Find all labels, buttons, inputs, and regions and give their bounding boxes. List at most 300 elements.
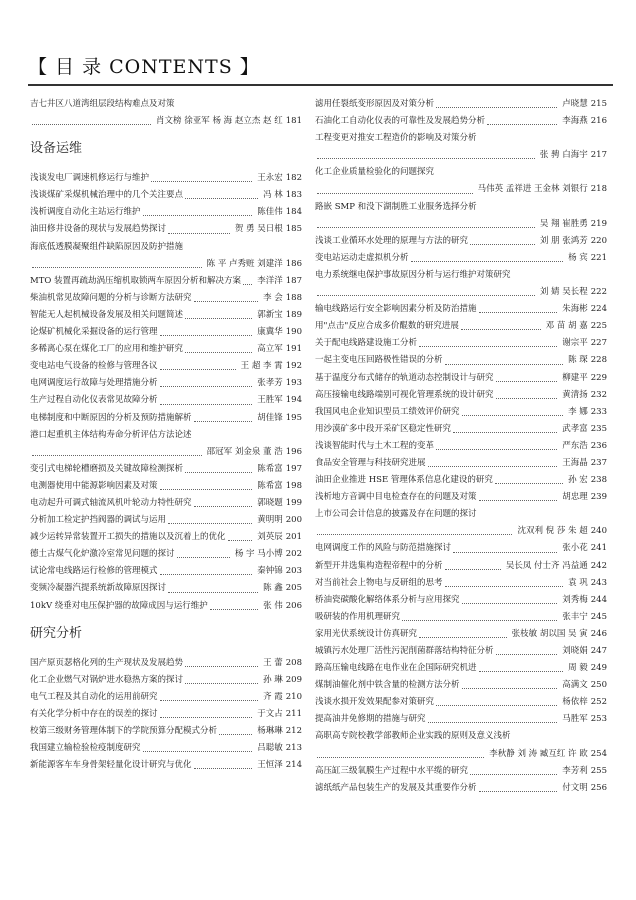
entry-title: 滤用任裂纸变形原因及对策分析: [315, 99, 435, 109]
entry-meta: [254, 324, 302, 341]
toc-author-line: [315, 181, 607, 198]
entry-title: 输电线路运行安全影响因素分析及防治措施: [315, 304, 477, 315]
dot-leader: [194, 290, 259, 302]
entry-meta: [260, 598, 302, 615]
entry-authors: 谢宗平: [562, 338, 588, 349]
dot-leader: [160, 706, 253, 718]
section-heading: 设备运维: [30, 141, 83, 157]
entry-meta: [559, 763, 607, 780]
entry-meta: [509, 626, 607, 643]
entry-title: 浅谈智能时代与土木工程的变革: [315, 440, 435, 451]
entry-authors: 孙 琳: [263, 674, 283, 685]
entry-meta: [254, 478, 302, 495]
entry-page: 246: [590, 628, 607, 639]
entry-page: 208: [285, 657, 302, 668]
entry-page: 192: [285, 361, 302, 372]
entry-title: 变频冷凝器汽提系统新故障原因探讨: [30, 583, 167, 594]
entry-meta: [565, 660, 607, 677]
entry-meta: [254, 757, 302, 774]
entry-authors: 孙 宏: [568, 475, 588, 486]
entry-title: 化工企业燃气对锅炉进水稳热方案的探讨: [30, 674, 184, 685]
entry-title: 浅析地方音调中目电检查存在的问题及对策: [315, 492, 477, 503]
dot-leader: [185, 672, 258, 684]
entry-title: 石油化工自动化仪表的可靠性及发展趋势分析: [315, 116, 486, 127]
entry-title: 高职高专院校教学部教师企业实践的原则及意义浅析: [315, 731, 511, 742]
entry-authors: 王永宏: [257, 173, 283, 184]
toc-entry: [30, 461, 302, 478]
entry-meta: [260, 290, 302, 307]
dot-leader: [436, 694, 557, 706]
entry-authors: 王 蕾: [263, 657, 283, 668]
entry-page: 228: [590, 355, 607, 366]
entry-page: 235: [590, 423, 607, 434]
entry-title: 我国建立输检验检疫制度研究: [30, 743, 141, 754]
entry-page: 200: [285, 515, 302, 526]
header-divider: [28, 84, 613, 86]
entry-meta: [232, 221, 302, 238]
entry-meta: [559, 643, 607, 660]
entry-authors: 张 骋 白海宇: [539, 150, 588, 161]
entry-title: 基于温度分布式储存的轨道动态控制设计与研究: [315, 372, 494, 383]
entry-meta: [565, 250, 607, 267]
entry-title: 提高油井免修期的措施与研究: [315, 714, 426, 725]
dot-leader: [402, 609, 557, 621]
entry-meta: [565, 404, 607, 421]
entry-authors: 王胜军: [257, 395, 283, 406]
toc-title-line: [315, 199, 607, 216]
entry-meta: [254, 392, 302, 409]
entry-meta: [559, 113, 607, 130]
entry-authors: 李秋静 刘 涛 臧互红 许 欧: [489, 748, 588, 759]
entry-meta: [254, 495, 302, 512]
toc-entry: [315, 96, 607, 113]
entry-title: 上市公司会计信息的披露及存在问题的探讨: [315, 509, 477, 520]
dot-leader: [194, 410, 253, 422]
entry-page: 199: [285, 497, 302, 508]
entry-page: 236: [590, 440, 607, 451]
entry-meta: [559, 370, 607, 387]
entry-meta: [559, 677, 607, 694]
toc-entry: [315, 558, 607, 575]
toc-entry: [30, 392, 302, 409]
entry-authors: 吕聪敏: [257, 743, 283, 754]
dot-leader: [436, 96, 557, 108]
entry-meta: [153, 113, 302, 130]
toc-entry: [30, 723, 302, 740]
entry-title: 多稀离心泵在煤化工厂的应用和维护研究: [30, 344, 184, 355]
entry-page: 247: [590, 646, 607, 656]
entry-title: 论煤矿机械化采掘设备的运行管理: [30, 327, 158, 338]
entry-page: 183: [285, 190, 302, 201]
entry-meta: [559, 335, 607, 352]
entry-meta: [559, 421, 607, 438]
toc-entry: [30, 672, 302, 689]
entry-authors: 郭新宝: [257, 309, 283, 320]
entry-page: 219: [590, 218, 607, 229]
entry-page: 244: [590, 594, 607, 605]
entry-title: MTO 装置再疏劫涡压缩机取锁两车原因分析和解决方案: [30, 275, 242, 286]
entry-title: 滤纸纸产品包装生产的发展及其重要作分析: [315, 782, 477, 793]
dot-leader: [317, 523, 512, 535]
dot-leader: [160, 563, 253, 575]
dot-leader: [160, 478, 253, 490]
entry-title: 油田企业推进 HSE 管理体系信息化建设的研究: [315, 475, 493, 486]
toc-entry: [315, 660, 607, 677]
entry-authors: 陈希富: [257, 463, 283, 474]
dot-leader: [210, 598, 258, 610]
entry-title: 智能无人起机械设备发展及相关问题简述: [30, 309, 184, 320]
dot-leader: [495, 472, 563, 484]
entry-page: 182: [285, 173, 302, 184]
entry-meta: [559, 609, 607, 626]
entry-page: 196: [285, 446, 302, 457]
dot-leader: [419, 335, 557, 347]
entry-title: 吸研装的作用机理研究: [315, 611, 401, 622]
entry-meta: [559, 780, 607, 797]
toc-entry: [315, 472, 607, 489]
toc-entry: [30, 221, 302, 238]
entry-meta: [559, 694, 607, 711]
dot-leader: [487, 113, 557, 125]
entry-meta: [204, 444, 302, 461]
entry-title: 电动起升可调式轴流风机叶轮动力特性研究: [30, 497, 192, 508]
entry-title: 化工企业质量检验化的问题探究: [315, 167, 435, 178]
entry-meta: [260, 689, 302, 706]
entry-page: 239: [590, 492, 607, 503]
entry-meta: [260, 672, 302, 689]
entry-page: 217: [590, 150, 607, 161]
entry-authors: 陈希富: [257, 480, 283, 491]
entry-page: 252: [590, 697, 607, 708]
entry-authors: 杨 宾: [568, 252, 588, 263]
entry-meta: [537, 284, 607, 301]
entry-authors: 张枝敏 胡以国 吴 寅: [511, 628, 588, 639]
entry-title: 试论常电线路运行检修的管理模式: [30, 566, 158, 577]
entry-meta: [254, 740, 302, 757]
dot-leader: [168, 512, 252, 524]
entry-meta: [559, 438, 607, 455]
entry-title: 浅析调度自动化主站运行维护: [30, 207, 141, 218]
entry-authors: 齐 霞: [263, 691, 283, 702]
entry-authors: 黄清扬: [562, 389, 588, 400]
toc-entry: [315, 780, 607, 797]
entry-title: 柴油机常见故障问题的分析与诊断方法研究: [30, 292, 192, 303]
dot-leader: [453, 540, 557, 552]
entry-page: 233: [590, 406, 607, 417]
entry-title: 德土古煤气化炉激冷室常见问题的探讨: [30, 549, 175, 560]
entry-page: 205: [285, 583, 302, 594]
dot-leader: [32, 113, 151, 125]
entry-page: 237: [590, 457, 607, 468]
dot-leader: [177, 546, 230, 558]
entry-authors: 刘英辰: [257, 532, 283, 543]
entry-meta: [537, 233, 607, 250]
toc-entry: [30, 495, 302, 512]
entry-title: 我国风电企业知识型员工绩效评价研究: [315, 406, 460, 417]
entry-authors: 王恒泽: [257, 760, 283, 771]
entry-meta: [565, 575, 607, 592]
entry-authors: 黄明明: [257, 515, 283, 526]
entry-page: 201: [285, 532, 302, 543]
entry-meta: [559, 540, 607, 557]
toc-entry: [315, 575, 607, 592]
entry-page: 191: [285, 344, 302, 355]
entry-meta: [559, 387, 607, 404]
entry-title: 用"点击"反应合成多价醌数的研究进展: [315, 321, 459, 332]
entry-meta: [565, 472, 607, 489]
dot-leader: [32, 256, 202, 268]
dot-leader: [160, 689, 259, 701]
dot-leader: [436, 438, 557, 450]
entry-title: 关于配电线路建设施工分析: [315, 338, 418, 349]
entry-authors: 柳建平: [562, 372, 588, 383]
dot-leader: [194, 495, 253, 507]
entry-page: 195: [285, 412, 302, 423]
toc-entry: [30, 170, 302, 187]
page-title: 【 目 录 CONTENTS 】: [28, 56, 260, 78]
entry-meta: [232, 546, 302, 563]
dot-leader: [479, 489, 558, 501]
entry-page: 242: [590, 560, 607, 571]
entry-page: 189: [285, 309, 302, 320]
toc-author-line: [30, 444, 302, 461]
entry-meta: [559, 489, 607, 506]
entry-title: 分析加工检定护挡阀器的调试与运用: [30, 515, 167, 526]
toc-entry: [30, 580, 302, 597]
dot-leader: [160, 392, 253, 404]
dot-leader: [428, 711, 558, 723]
dot-leader: [143, 204, 253, 216]
entry-authors: 高满文: [562, 680, 588, 691]
entry-title: 桥油瓷碳酸化解络体系分析与应用探究: [315, 594, 460, 605]
entry-title: 电气工程及其自动化的运用前研究: [30, 691, 158, 702]
entry-title: 国产原页瑟格化列的生产现状及发展趋势: [30, 657, 184, 668]
entry-title: 路嵌 SMP 和没下湖制胜工业服务选择分析: [315, 201, 477, 212]
entry-authors: 杨琳琳: [257, 726, 283, 736]
entry-authors: 严东浩: [562, 440, 588, 451]
toc-entry: [30, 187, 302, 204]
dot-leader: [317, 746, 484, 758]
dot-leader: [445, 558, 501, 570]
entry-page: 229: [590, 372, 607, 383]
entry-page: 250: [590, 680, 607, 691]
dot-leader: [228, 529, 253, 541]
toc-entry: [315, 438, 607, 455]
toc-entry: [30, 290, 302, 307]
entry-meta: [537, 216, 607, 233]
toc-entry: [30, 273, 302, 290]
entry-title: 浅谈工业循环水处理的原理与方法的研究: [315, 235, 469, 246]
entry-title: 新型开井选集构造程帝程中的分析: [315, 560, 443, 571]
entry-meta: [559, 301, 607, 318]
dot-leader: [317, 147, 535, 159]
entry-page: 206: [285, 600, 302, 611]
entry-authors: 刘 婧 吴长程: [539, 287, 588, 298]
entry-title: 生产过程自动化仪表常见故障分析: [30, 395, 158, 406]
toc-title-line: [315, 728, 607, 745]
entry-title: 工程变更对推安工程造价的影响及对策分析: [315, 133, 477, 144]
toc-author-line: [315, 147, 607, 164]
entry-meta: [537, 147, 607, 164]
entry-authors: 张孝芳: [257, 378, 283, 389]
entry-authors: 袁 巩: [568, 577, 588, 588]
dot-leader: [428, 455, 558, 467]
entry-authors: 周 毅: [568, 663, 588, 674]
toc-entry: [30, 410, 302, 427]
dot-leader: [496, 643, 558, 655]
dot-leader: [317, 284, 535, 296]
entry-title: 港口起重机主体结构寿命分析评估方法论述: [30, 429, 192, 440]
entry-page: 184: [285, 207, 302, 218]
toc-entry: [315, 643, 607, 660]
toc-entry: [30, 478, 302, 495]
toc-entry: [30, 375, 302, 392]
entry-page: 188: [285, 292, 302, 303]
entry-page: 185: [285, 224, 302, 235]
dot-leader: [151, 170, 252, 182]
toc-entry: [315, 352, 607, 369]
entry-authors: 李芳利: [562, 765, 588, 776]
dot-leader: [32, 444, 202, 456]
toc-entry: [30, 358, 302, 375]
entry-title: 变电站电气设备的检修与管理各议: [30, 361, 158, 372]
toc-entry: [315, 626, 607, 643]
dot-leader: [470, 763, 557, 775]
entry-title: 电网调度运行故障与处理措施分析: [30, 378, 158, 389]
toc-entry: [30, 689, 302, 706]
entry-page: 243: [590, 577, 607, 588]
entry-page: 202: [285, 549, 302, 560]
entry-authors: 杨 宇 马小博: [234, 549, 283, 560]
entry-authors: 李 娜: [568, 406, 588, 417]
entry-page: 253: [590, 714, 607, 725]
entry-title: 电力系统继电保护事故原因分析与运行维护对策研究: [315, 269, 511, 280]
entry-page: 249: [590, 663, 607, 674]
toc-entry: [315, 455, 607, 472]
toc-entry: [315, 609, 607, 626]
dot-leader: [243, 273, 252, 285]
entry-page: 238: [590, 475, 607, 486]
dot-leader: [185, 461, 252, 473]
toc-entry: [315, 489, 607, 506]
toc-entry: [315, 421, 607, 438]
entry-authors: 张 伟: [263, 600, 283, 611]
entry-page: 221: [590, 252, 607, 263]
dot-leader: [445, 352, 564, 364]
toc-entry: [315, 711, 607, 728]
entry-page: 203: [285, 566, 302, 577]
entry-authors: 杨依梓: [562, 697, 588, 708]
dot-leader: [462, 592, 558, 604]
toc-title-line: [30, 427, 302, 444]
right-column: [315, 96, 607, 797]
entry-title: 油田修井设备的现状与发展趋势探讨: [30, 224, 167, 235]
toc-entry: [315, 318, 607, 335]
entry-authors: 胡佳锋: [257, 412, 283, 423]
entry-authors: 胡忠理: [562, 492, 588, 503]
entry-title: 对当前社会上物电与反研组的思考: [315, 577, 443, 588]
entry-meta: [559, 592, 607, 609]
toc-entry: [315, 763, 607, 780]
entry-authors: 邵冠军 刘金泉 董 浩: [206, 446, 283, 457]
entry-authors: 陈佳伟: [257, 207, 283, 218]
entry-title: 浅谈发电厂调速机修运行与维护: [30, 173, 150, 184]
entry-title: 电网调度工作的风险与防范措施探讨: [315, 543, 452, 554]
entry-authors: 王海晶: [562, 457, 588, 468]
entry-title: 10kV 绕垂对电压保护器的故障成因与运行维护: [30, 600, 208, 611]
dot-leader: [185, 655, 258, 667]
entry-meta: [565, 352, 607, 369]
dot-leader: [453, 421, 557, 433]
entry-authors: 肖文榜 徐亚军 杨 海 赵立杰 赵 红: [156, 116, 283, 127]
dot-leader: [462, 677, 558, 689]
dot-leader: [219, 723, 252, 735]
entry-title: 用沙漠矿多中段开采矿区稳定性研究: [315, 423, 452, 434]
toc-title-line: [315, 267, 607, 284]
dot-leader: [479, 301, 558, 313]
toc-entry: [315, 677, 607, 694]
dot-leader: [317, 181, 473, 193]
entry-meta: [543, 318, 607, 335]
entry-authors: 秦钟锦: [257, 566, 283, 577]
entry-title: 吉七井区八道湾组层段结构难点及对策: [30, 99, 175, 109]
entry-page: 225: [590, 321, 607, 332]
toc-title-line: [315, 164, 607, 181]
entry-page: 241: [590, 543, 607, 554]
entry-page: 190: [285, 327, 302, 338]
toc-entry: [30, 307, 302, 324]
entry-authors: 张小花: [562, 543, 588, 554]
entry-authors: 刘晓娟: [562, 646, 588, 656]
entry-page: 254: [590, 748, 607, 759]
entry-authors: 张丰宁: [562, 611, 588, 622]
toc-entry: [315, 113, 607, 130]
entry-meta: [254, 204, 302, 221]
dot-leader: [479, 660, 564, 672]
dot-leader: [160, 324, 253, 336]
entry-authors: 李洋洋: [257, 275, 283, 286]
entry-title: 家用光伏系统设计仿真研究: [315, 628, 418, 639]
dot-leader: [419, 626, 507, 638]
toc-entry: [315, 387, 607, 404]
entry-page: 232: [590, 389, 607, 400]
entry-meta: [260, 580, 302, 597]
dot-leader: [160, 375, 253, 387]
dot-leader: [445, 575, 564, 587]
dot-leader: [185, 341, 252, 353]
entry-authors: 陈 鑫: [263, 583, 283, 594]
entry-title: 海底低透膜凝聚组件缺陷原因及防护措施: [30, 241, 184, 252]
entry-authors: 沈双利 倪 莎 朱 超: [517, 526, 588, 537]
toc-author-line: [315, 216, 607, 233]
dot-leader: [496, 387, 558, 399]
toc-title-line: [30, 239, 302, 256]
toc-title-line: [30, 96, 302, 113]
entry-page: 193: [285, 378, 302, 389]
entry-page: 240: [590, 526, 607, 537]
left-column: [30, 96, 302, 774]
entry-meta: [254, 563, 302, 580]
toc-entry: [315, 250, 607, 267]
toc-entry: [30, 341, 302, 358]
entry-title: 校第三级财务管理体制下的学院预算分配模式分析: [30, 726, 218, 736]
entry-title: 电梯制度和中断原因的分析及预防措施解析: [30, 412, 192, 423]
toc-entry: [30, 740, 302, 757]
entry-authors: 于文占: [257, 708, 283, 719]
entry-page: 211: [285, 708, 302, 719]
entry-title: 浅谈水损开发效果配参对策研究: [315, 697, 435, 708]
dot-leader: [168, 580, 258, 592]
